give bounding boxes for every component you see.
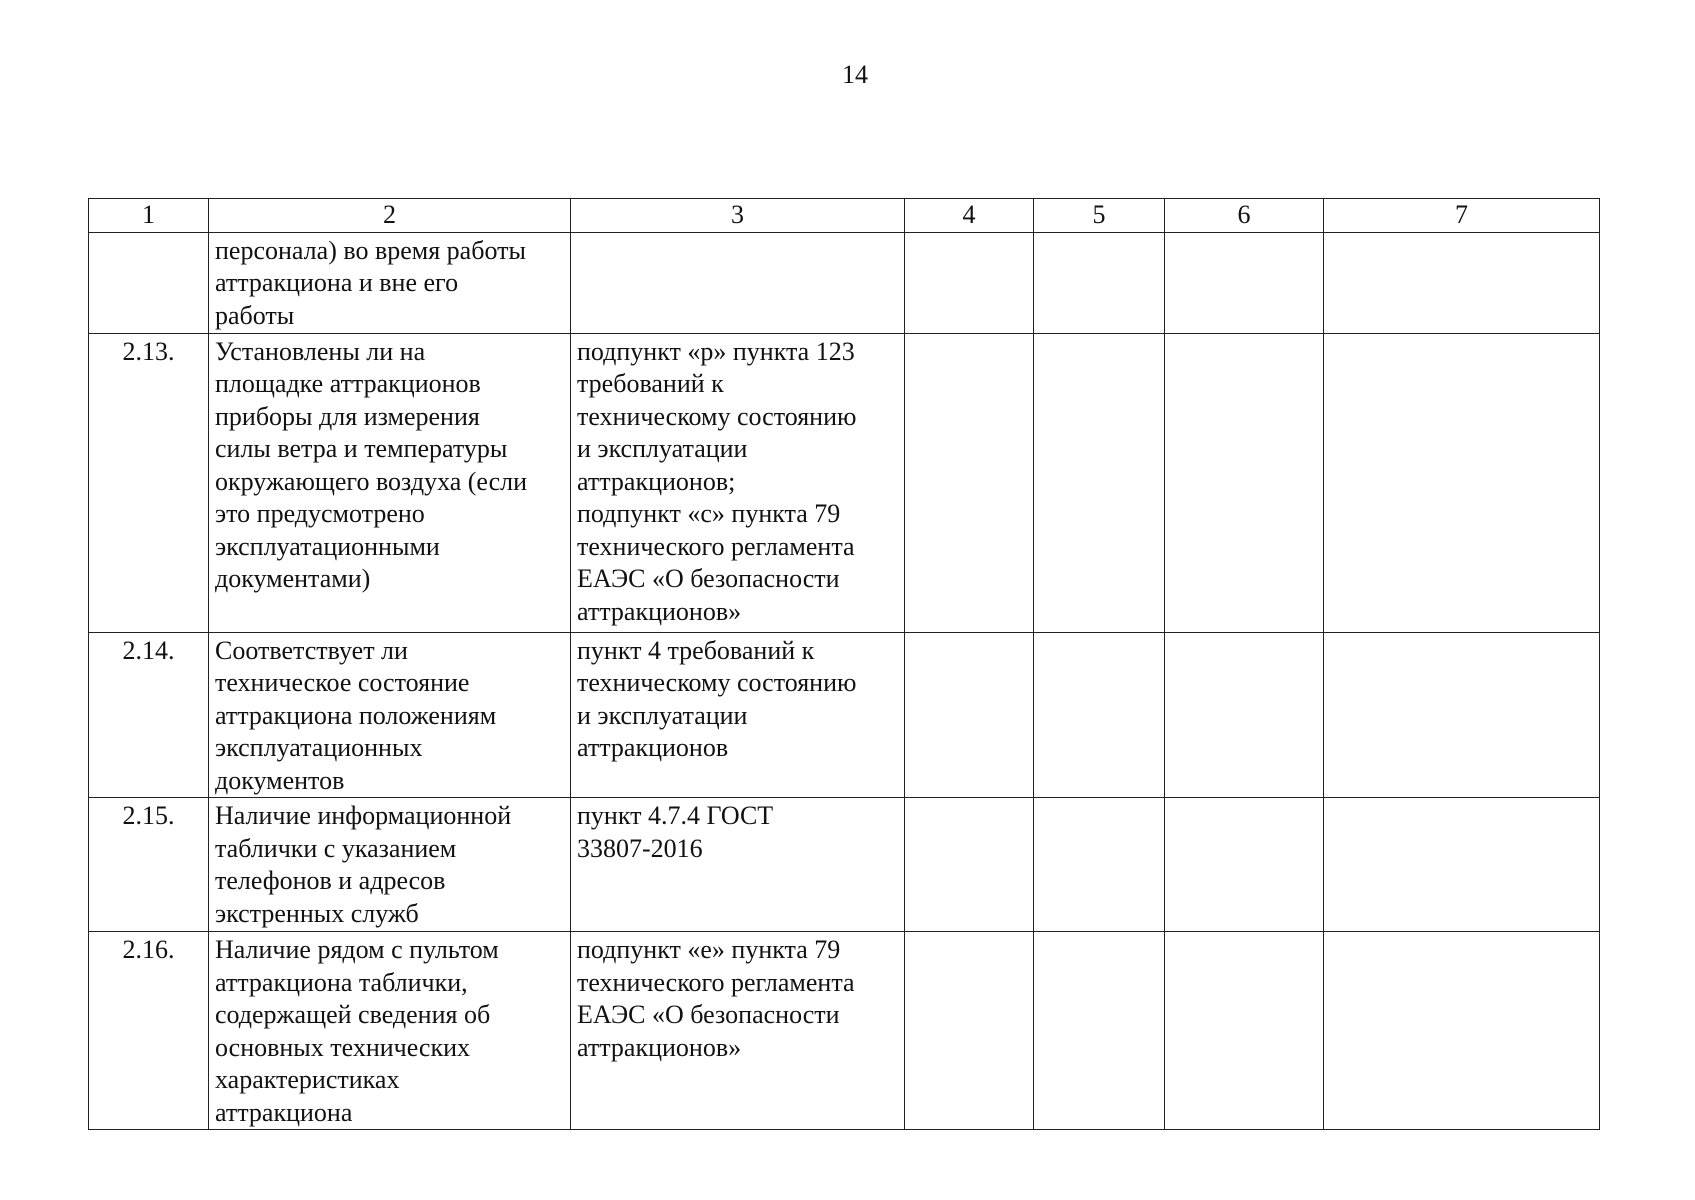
reference-line: технического регламента bbox=[577, 531, 855, 561]
question-line: работы bbox=[215, 300, 295, 330]
empty-cell bbox=[1324, 232, 1600, 333]
column-number-3: 3 bbox=[571, 199, 905, 233]
column-number-2: 2 bbox=[209, 199, 571, 233]
empty-cell bbox=[1324, 632, 1600, 798]
row-number: 2.15. bbox=[89, 798, 209, 932]
column-number-1: 1 bbox=[89, 199, 209, 233]
question-cell bbox=[209, 798, 571, 932]
question-line: силы ветра и температуры bbox=[215, 434, 508, 463]
empty-cell bbox=[1324, 798, 1600, 932]
question-line: документов bbox=[215, 765, 345, 795]
reference-line: технического регламента bbox=[577, 967, 855, 997]
reference-line: требований к bbox=[577, 369, 724, 398]
reference-cell bbox=[571, 798, 905, 932]
table-row bbox=[89, 232, 1600, 333]
row-number: 2.13. bbox=[89, 333, 209, 632]
question-line: таблички с указанием bbox=[215, 833, 457, 863]
column-number-5: 5 bbox=[1034, 199, 1165, 233]
reference-line: аттракционов» bbox=[577, 596, 742, 626]
question-line: техническое состояние bbox=[215, 668, 470, 697]
column-number-6: 6 bbox=[1165, 199, 1324, 233]
empty-cell bbox=[1165, 932, 1324, 1130]
reference-line: пункт 4 требований к bbox=[577, 635, 815, 665]
question-line: Установлены ли на bbox=[215, 336, 426, 366]
empty-cell bbox=[905, 232, 1034, 333]
column-number-4: 4 bbox=[905, 199, 1034, 233]
reference-line: и эксплуатации bbox=[577, 434, 748, 463]
reference-line: техническому состоянию bbox=[577, 401, 857, 431]
question-cell bbox=[209, 333, 571, 632]
reference-cell bbox=[571, 932, 905, 1130]
row-number: 2.16. bbox=[89, 932, 209, 1130]
reference-line: пункт 4.7.4 ГОСТ bbox=[577, 801, 774, 830]
question-line: эксплуатационными bbox=[215, 531, 440, 561]
question-line: аттракциона и вне его bbox=[215, 268, 459, 297]
checklist-table bbox=[88, 198, 1600, 1130]
reference-line: аттракционов» bbox=[577, 1032, 742, 1062]
question-line: документами) bbox=[215, 564, 371, 593]
question-line: характеристиках bbox=[215, 1065, 400, 1094]
row-number bbox=[89, 232, 209, 333]
reference-line: подпункт «е» пункта 79 bbox=[577, 935, 841, 964]
empty-cell bbox=[1165, 798, 1324, 932]
question-line: экстренных служб bbox=[215, 898, 419, 928]
table-header-row bbox=[89, 199, 1600, 233]
empty-cell bbox=[1034, 232, 1165, 333]
question-line: Наличие рядом с пультом bbox=[215, 935, 499, 964]
question-line: площадке аттракционов bbox=[215, 369, 481, 398]
reference-line: ЕАЭС «О безопасности bbox=[577, 1000, 840, 1029]
table-row bbox=[89, 333, 1600, 632]
question-cell bbox=[209, 232, 571, 333]
empty-cell bbox=[1034, 333, 1165, 632]
question-line: содержащей сведения об bbox=[215, 1000, 491, 1029]
reference-line: ЕАЭС «О безопасности bbox=[577, 564, 840, 593]
table-row bbox=[89, 798, 1600, 932]
empty-cell bbox=[1034, 932, 1165, 1130]
table-row bbox=[89, 632, 1600, 798]
question-cell bbox=[209, 932, 571, 1130]
row-number: 2.14. bbox=[89, 632, 209, 798]
page-number: 14 bbox=[842, 60, 868, 89]
reference-line: 33807-2016 bbox=[577, 833, 703, 863]
question-line: Наличие информационной bbox=[215, 801, 512, 830]
empty-cell bbox=[1165, 333, 1324, 632]
question-line: Соответствует ли bbox=[215, 635, 408, 665]
empty-cell bbox=[1165, 232, 1324, 333]
question-line: основных технических bbox=[215, 1032, 470, 1062]
question-line: эксплуатационных bbox=[215, 733, 423, 762]
empty-cell bbox=[905, 798, 1034, 932]
reference-line: техническому состоянию bbox=[577, 668, 857, 697]
reference-line: подпункт «с» пункта 79 bbox=[577, 499, 841, 528]
question-line: приборы для измерения bbox=[215, 401, 480, 431]
reference-line: аттракционов; bbox=[577, 466, 736, 496]
question-line: это предусмотрено bbox=[215, 499, 425, 528]
reference-line: и эксплуатации bbox=[577, 700, 748, 730]
table-row bbox=[89, 932, 1600, 1130]
reference-line: подпункт «р» пункта 123 bbox=[577, 336, 855, 366]
reference-cell bbox=[571, 632, 905, 798]
empty-cell bbox=[1324, 333, 1600, 632]
column-number-7: 7 bbox=[1324, 199, 1600, 233]
question-line: аттракциона положениям bbox=[215, 700, 497, 730]
reference-cell bbox=[571, 333, 905, 632]
question-line: аттракциона таблички, bbox=[215, 967, 468, 997]
empty-cell bbox=[1324, 932, 1600, 1130]
empty-cell bbox=[905, 632, 1034, 798]
question-line: окружающего воздуха (если bbox=[215, 466, 528, 496]
reference-line: аттракционов bbox=[577, 733, 729, 762]
question-line: аттракциона bbox=[215, 1097, 353, 1127]
question-line: телефонов и адресов bbox=[215, 866, 446, 895]
empty-cell bbox=[1165, 632, 1324, 798]
empty-cell bbox=[1034, 632, 1165, 798]
question-line: персонала) во время работы bbox=[215, 235, 526, 265]
empty-cell bbox=[905, 333, 1034, 632]
reference-cell bbox=[571, 232, 905, 333]
empty-cell bbox=[1034, 798, 1165, 932]
question-cell bbox=[209, 632, 571, 798]
empty-cell bbox=[905, 932, 1034, 1130]
